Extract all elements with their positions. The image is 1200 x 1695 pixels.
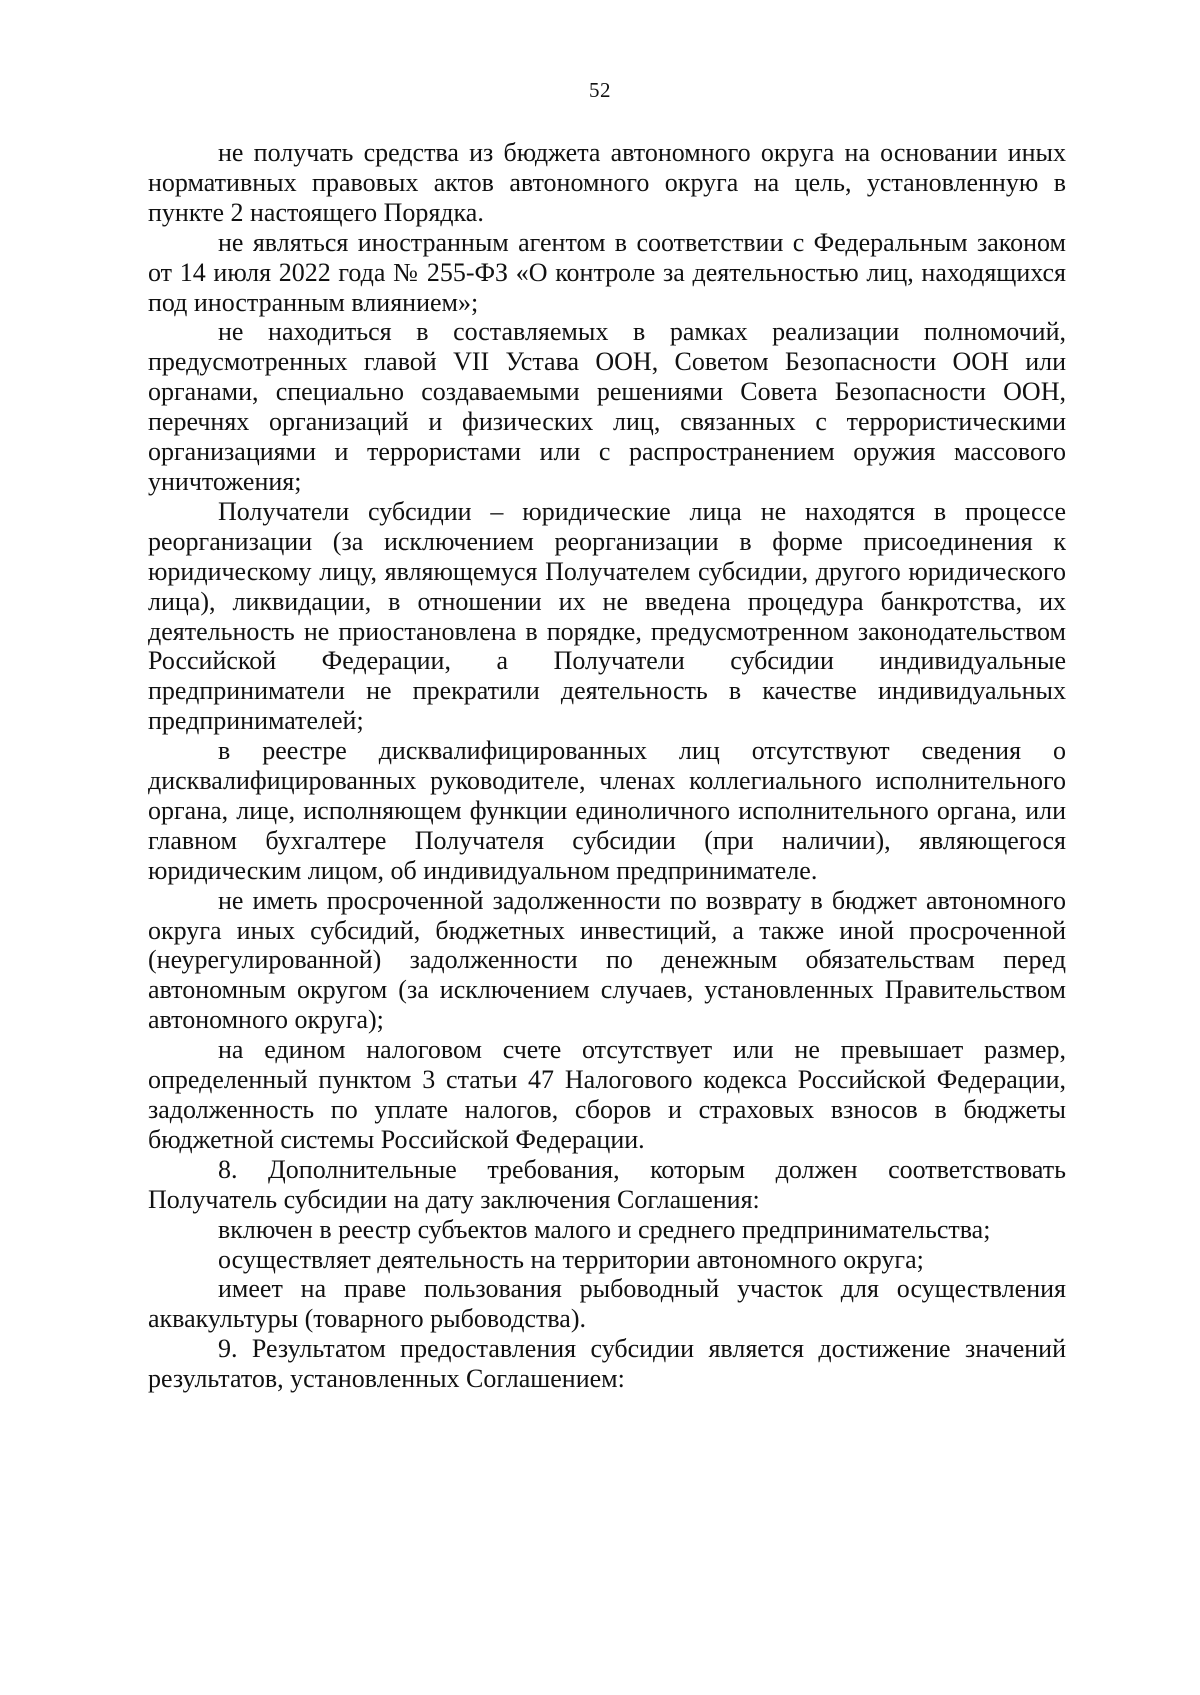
paragraph-sme-registry: включен в реестр субъектов малого и среднего предпринимательства; bbox=[218, 1214, 991, 1244]
paragraph-overdue-debt: не иметь просроченной задолженности по возврату в бюджет автономного округа иных субсидий, бюджетных инвестиций, а также иной просроченной (неурегулированной) задолженности по денежным обязательствам перед автономным округом (за исключением случаев, установленных Правительством автономного округа); bbox=[148, 885, 1066, 1035]
document-body bbox=[148, 138, 1066, 1394]
paragraph-additional-requirements: 8. Дополнительные требования, которым должен соответствовать Получатель субсидии на дату заключения Соглашения: bbox=[148, 1154, 1066, 1214]
paragraph-un-lists: не находиться в составляемых в рамках реализации полномочий, предусмотренных главой VII Устава ООН, Советом Безопасности ООН или органами, специально создаваемыми решениями Совета Безопасности ООН, перечнях организаций и физических лиц, связанных с террористическими организациями и террористами или с распространением оружия массового уничтожения; bbox=[148, 317, 1066, 496]
page-number: 52 bbox=[589, 78, 611, 102]
paragraph-foreign-agent: не являться иностранным агентом в соответствии с Федеральным законом от 14 июля 2022 года № 255-ФЗ «О контроле за деятельностью лиц, находящихся под иностранным влиянием»; bbox=[148, 227, 1066, 317]
paragraph-territory: осуществляет деятельность на территории автономного округа; bbox=[218, 1244, 924, 1274]
paragraph-subsidy-result: 9. Результатом предоставления субсидии является достижение значений результатов, установленных Соглашением: bbox=[148, 1334, 1066, 1394]
paragraph-fish-farming-site: имеет на праве пользования рыбоводный участок для осуществления аквакультуры (товарного рыбоводства). bbox=[148, 1274, 1066, 1334]
paragraph-budget-funds: не получать средства из бюджета автономного округа на основании иных нормативных правовых актов автономного округа на цель, установленную в пункте 2 настоящего Порядка. bbox=[148, 138, 1066, 227]
paragraph-reorganization: Получатели субсидии – юридические лица не находятся в процессе реорганизации (за исключением реорганизации в форме присоединения к юридическому лицу, являющемуся Получателем субсидии, другого юридического лица), ликвидации, в отношении их не введена процедура банкротства, их деятельность не приостановлена в порядке, предусмотренном законодательством Российской Федерации, а Получатели субсидии индивидуальные предприниматели не прекратили деятельность в качестве индивидуальных предпринимателей; bbox=[148, 496, 1066, 736]
paragraph-tax-account: на едином налоговом счете отсутствует или не превышает размер, определенный пунктом 3 статьи 47 Налогового кодекса Российской Федерации, задолженность по уплате налогов, сборов и страховых взносов в бюджеты бюджетной системы Российской Федерации. bbox=[148, 1035, 1066, 1154]
paragraph-disqualified-registry: в реестре дисквалифицированных лиц отсутствуют сведения о дисквалифицированных руководителе, членах коллегиального исполнительного органа, лице, исполняющем функции единоличного исполнительного органа, или главном бухгалтере Получателя субсидии (при наличии), являющегося юридическим лицом, об индивидуальном предпринимателе. bbox=[148, 736, 1066, 885]
